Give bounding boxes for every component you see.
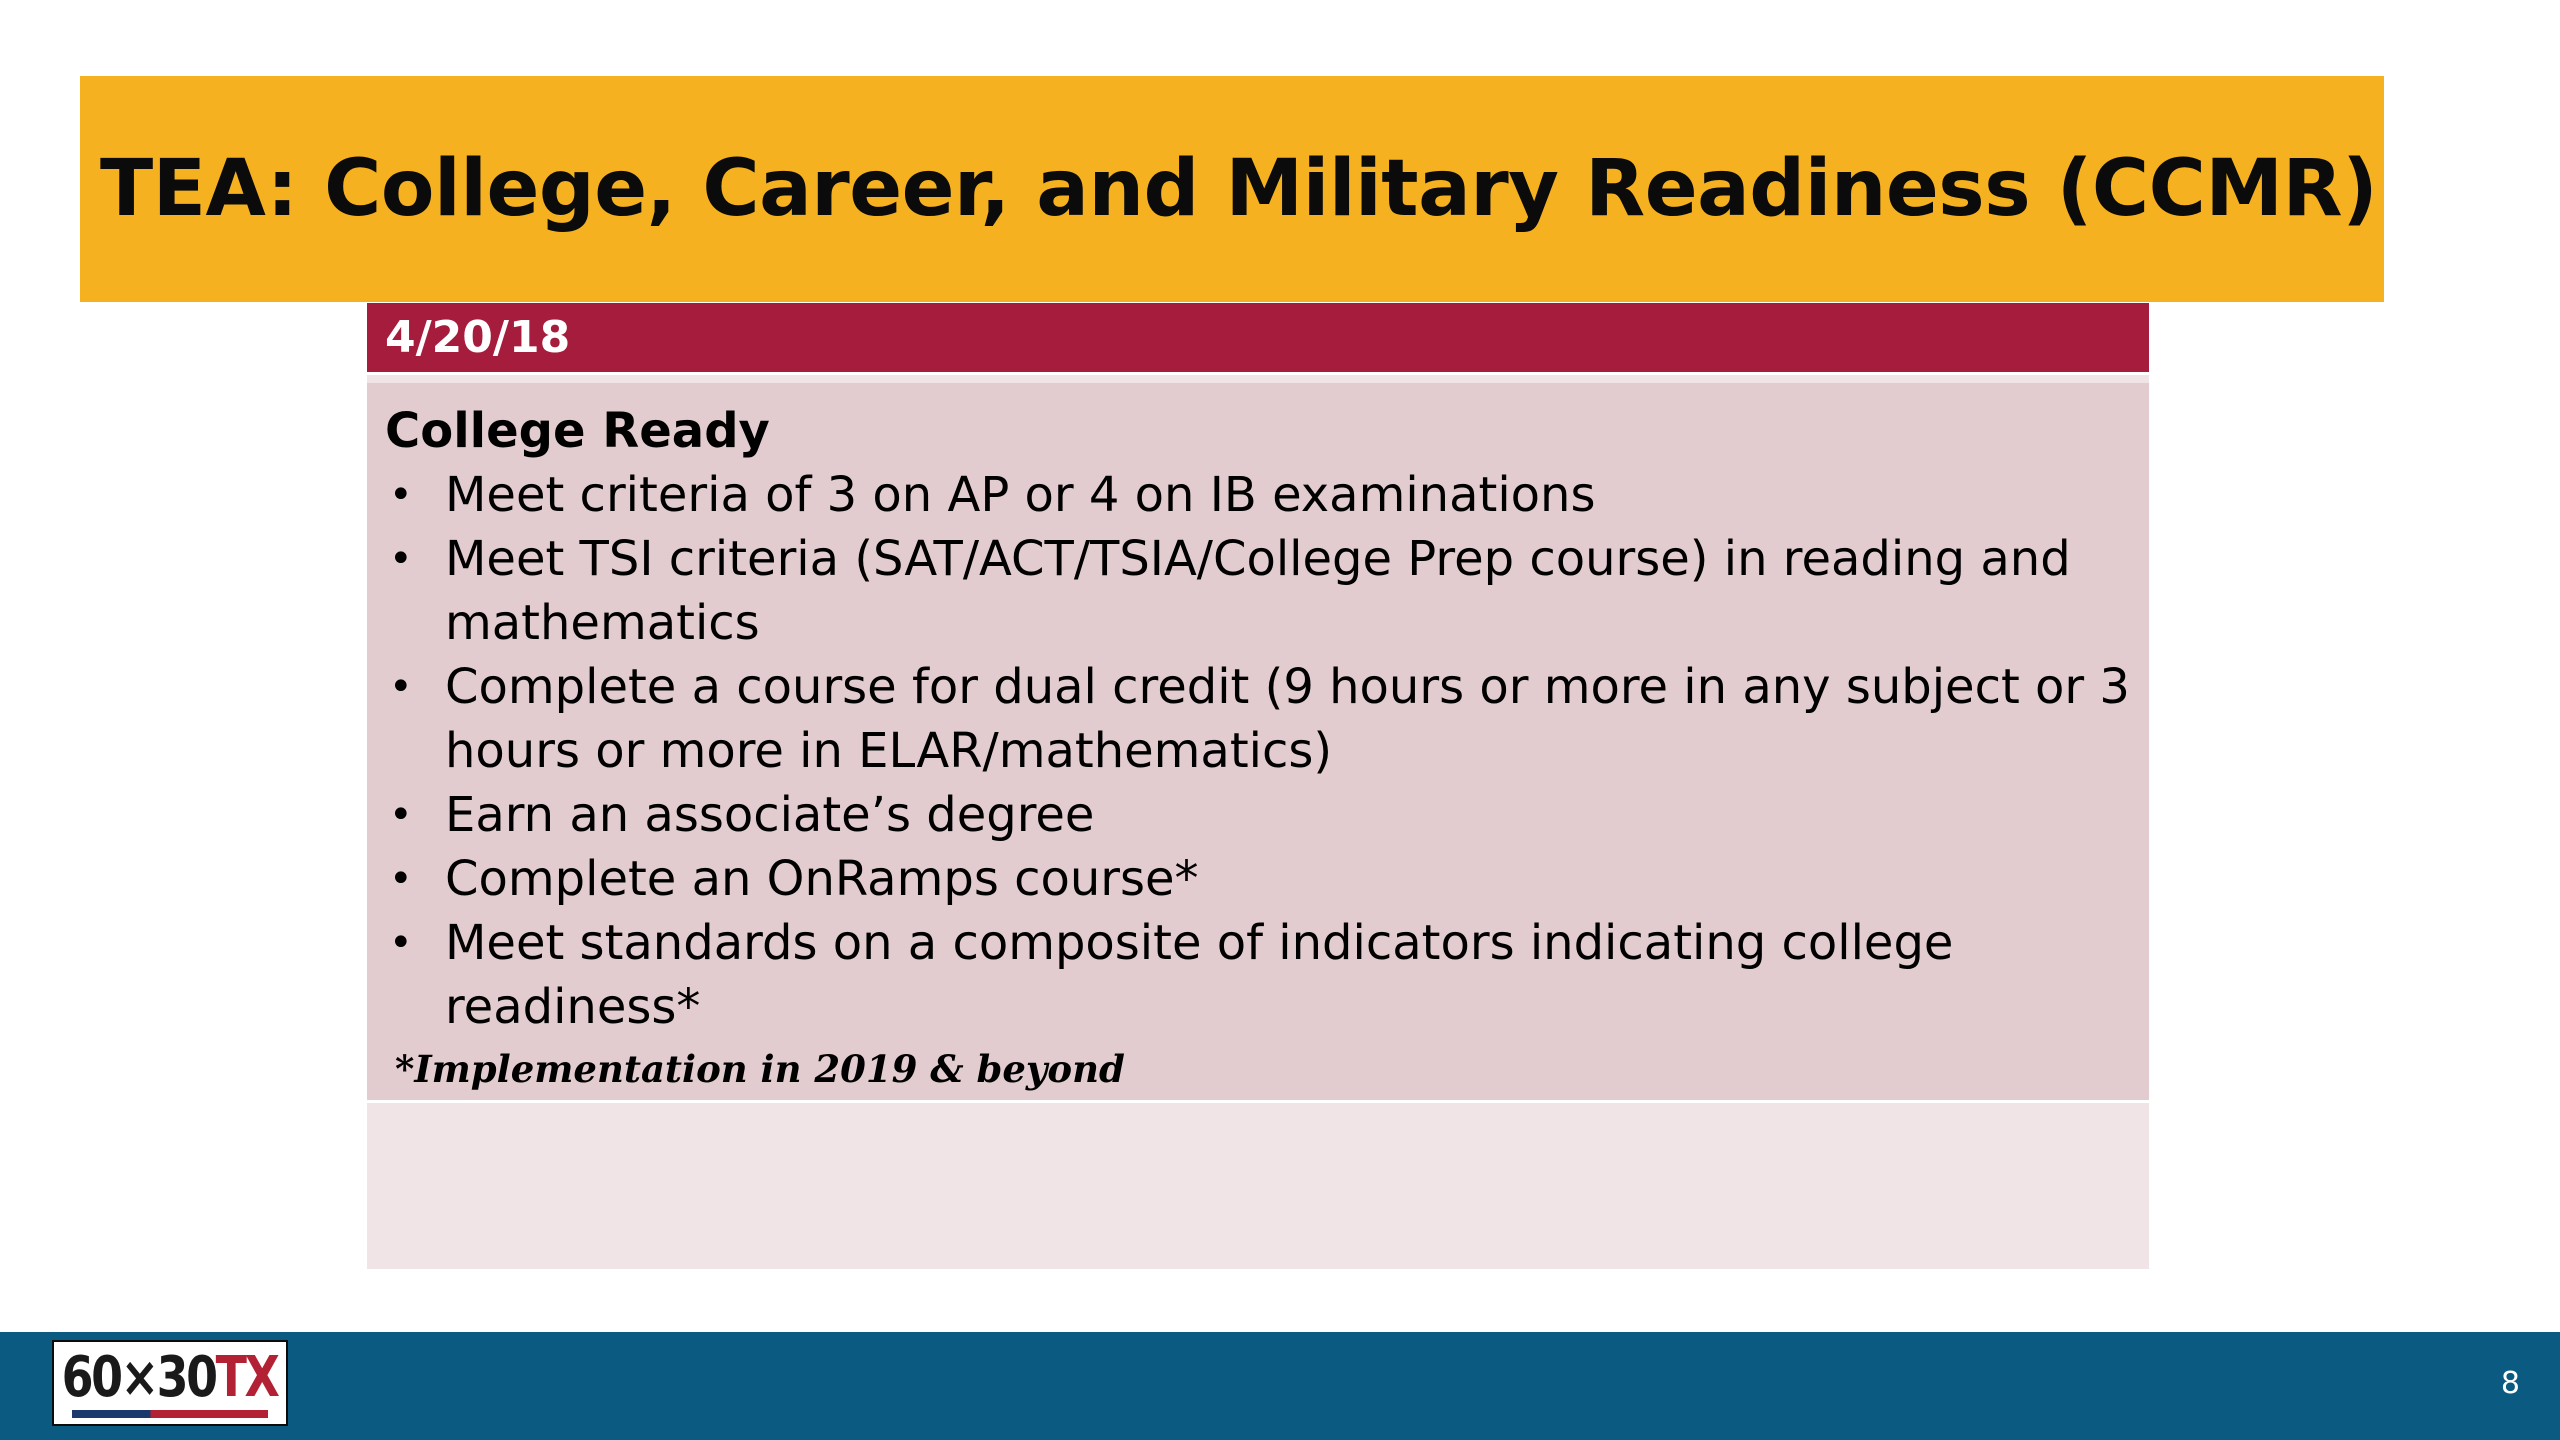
- bullet-item: • Meet standards on a composite of indicators indicating college readiness*: [385, 911, 2131, 1039]
- title-banner: [80, 76, 2384, 302]
- logo-text: [62, 1345, 278, 1410]
- footer-bar: [0, 1332, 2560, 1440]
- logo-60x30tx: [52, 1340, 288, 1426]
- footnote: *Implementation in 2019 & beyond: [395, 1047, 1125, 1091]
- logo-text-accent: TX: [216, 1345, 278, 1410]
- bullet-item: • Earn an associate’s degree: [385, 783, 2131, 847]
- bullet-item: • Meet TSI criteria (SAT/ACT/TSIA/College Prep course) in reading and mathematics: [385, 527, 2131, 655]
- bullet-item: • Complete a course for dual credit (9 hours or more in any subject or 3 hours or more in ELAR/mathematics): [385, 655, 2131, 783]
- page-number: 8: [2500, 1366, 2520, 1401]
- logo-flag-stripe: [72, 1410, 268, 1418]
- section-heading: College Ready: [385, 403, 770, 459]
- bullet-item: • Meet criteria of 3 on AP or 4 on IB examinations: [385, 463, 2131, 527]
- card-date: 4/20/18: [385, 312, 571, 363]
- bullet-list: [385, 463, 2131, 1039]
- content-card: [367, 303, 2149, 1269]
- bullet-item: • Complete an OnRamps course*: [385, 847, 2131, 911]
- card-body: [367, 383, 2149, 1103]
- slide-title: TEA: College, Career, and Military Readiness (CCMR): [100, 144, 2378, 234]
- card-header: [367, 303, 2149, 375]
- logo-text-main: 60×30: [62, 1345, 217, 1410]
